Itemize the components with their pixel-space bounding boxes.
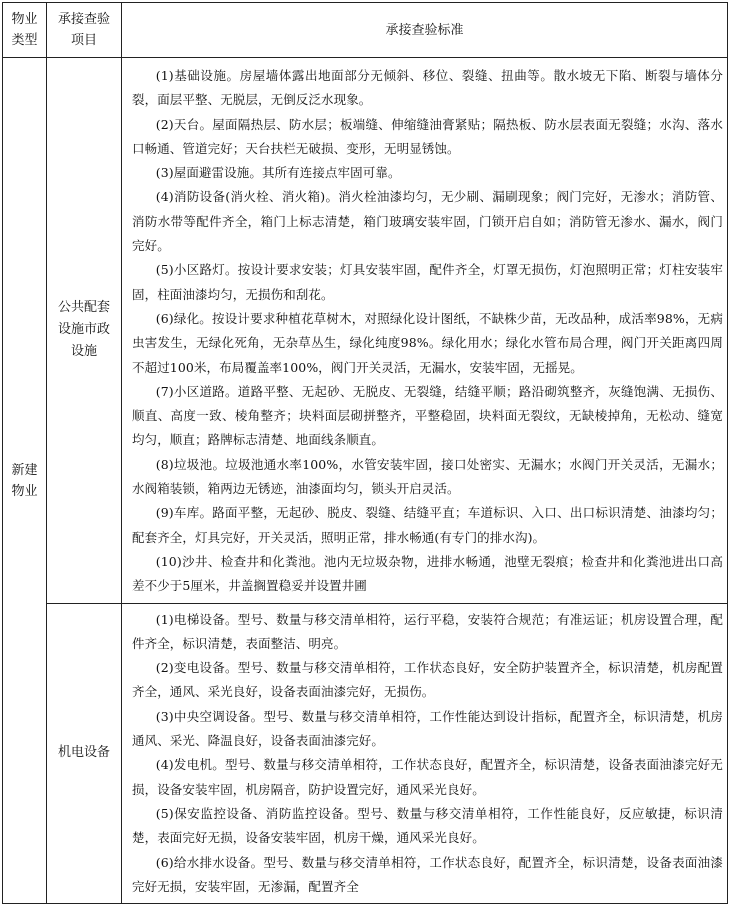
standard-paragraph: (5)保安监控设备、消防监控设备。型号、数量与移交清单相符，工作性能良好，反应敏捷，标识清楚，表面完好无损，设备安装牢固，机房干燥，通风采光良好。: [132, 805, 723, 846]
standards-cell: [122, 603, 728, 904]
standard-paragraph: (1)基础设施。房屋墙体露出地面部分无倾斜、移位、裂缝、扭曲等。散水坡无下陷、断裂与墙体分裂，面层平整、无脱层，无倒反泛水现象。: [132, 68, 723, 108]
header-inspection-standard: 承接查验标准: [122, 3, 728, 58]
inspection-item-cell: [47, 603, 122, 904]
inspection-item-cell: [47, 58, 122, 604]
standard-paragraph: (7)小区道路。道路平整、无起砂、无脱皮、无裂缝，结缝平顺；路沿砌筑整齐，灰缝饱满、无损伤、顺直、高度一致、棱角整齐；块料面层砌拼整齐，平整稳固，块料面无裂纹，无缺棱掉角，无松动、缝宽均匀，顺直；路牌标志清楚、地面线条顺直。: [132, 383, 723, 448]
standard-paragraph: (3)中央空调设备。型号、数量与移交清单相符，工作性能达到设计指标，配置齐全，标识清楚，机房通风、采光、降温良好，设备表面油漆完好。: [132, 708, 723, 749]
inspection-item-label: 机电设备: [57, 745, 110, 761]
standards-cell: [122, 58, 728, 604]
header-row: [3, 3, 728, 58]
standard-paragraph: (5)小区路灯。按设计要求安装；灯具安装牢固，配件齐全，灯罩无损伤，灯泡照明正常；灯柱安装牢固，柱面油漆均匀，无损伤和刮花。: [132, 262, 723, 302]
property-type-label: 新建物业: [11, 462, 38, 499]
standard-paragraph: (6)给水排水设备。型号、数量与移交清单相符，工作状态良好，配置齐全，标识清楚，设备表面油漆完好无损，安装牢固，无渗漏，配置齐全: [132, 854, 723, 894]
standard-paragraph: (9)车库。路面平整，无起砂、脱皮、裂缝、结缝平直；车道标识、入口、出口标识清楚、油漆均匀；配套齐全，灯具完好，开关灵活，照明正常，排水畅通(有专门的排水沟)。: [132, 505, 723, 545]
standard-paragraph: (6)绿化。按设计要求种植花草树木，对照绿化设计图纸，不缺株少苗，无改品种，成活率98%，无病虫害发生，无绿化死角，无杂草丛生，绿化纯度98%。绿化用水；绿化水管布局合理，阀门开关距离四周不超过100米，布局覆盖率100%，阀门开关灵活，无漏水，安装牢固，无摇晃。: [132, 310, 723, 375]
standard-paragraph: (4)发电机。型号、数量与移交清单相符，工作状态良好，配置齐全，标识清楚，设备表面油漆完好无损，设备安装牢固，机房隔音，防护设置完好，通风采光良好。: [132, 757, 723, 797]
inspection-standards-table: [2, 2, 728, 904]
standard-paragraph: (10)沙井、检查井和化粪池。池内无垃圾杂物，进排水畅通，池壁无裂痕；检查井和化粪池进出口高差不少于5厘米，井盖搁置稳妥并设置井圃: [132, 553, 723, 594]
standard-paragraph: (2)变电设备。型号、数量与移交清单相符，工作状态良好，安全防护装置齐全，标识清楚，机房配置齐全，通风、采光良好，设备表面油漆完好，无损伤。: [132, 660, 723, 700]
table-row: [3, 58, 728, 604]
standard-paragraph: (1)电梯设备。型号、数量与移交清单相符，运行平稳，安装符合规范；有准运证；机房设置合理，配件齐全，标识清楚，表面整洁、明亮。: [132, 611, 723, 651]
standard-paragraph: (2)天台。屋面隔热层、防水层；板端缝、伸缩缝油膏紧贴；隔热板、防水层表面无裂缝；水沟、落水口畅通、管道完好；天台扶栏无破损、变形，无明显锈蚀。: [132, 116, 723, 156]
header-inspection-item: 承接查验项目: [47, 3, 122, 58]
standard-paragraph: (8)垃圾池。垃圾池通水率100%，水管安装牢固，接口处密实、无漏水；水阀门开关灵活，无漏水；水阀箱装锁，箱两边无锈迹，油漆面均匀，锁头开启灵活。: [132, 456, 723, 497]
standard-paragraph: (4)消防设备(消火栓、消火箱)。消火栓油漆均匀，无少刷、漏刷现象；阀门完好，无渗水；消防管、消防水带等配件齐全，箱门上标志清楚，箱门玻璃安装牢固，门锁开启自如；消防管无渗水、漏水，阀门完好。: [132, 189, 723, 254]
table-row: [3, 603, 728, 904]
property-type-cell: [3, 58, 47, 904]
header-property-type: 物业类型: [3, 3, 47, 58]
standard-paragraph: (3)屋面避雷设施。其所有连接点牢固可靠。: [155, 165, 401, 181]
inspection-item-label: 公共配套设施市政设施: [57, 300, 110, 360]
